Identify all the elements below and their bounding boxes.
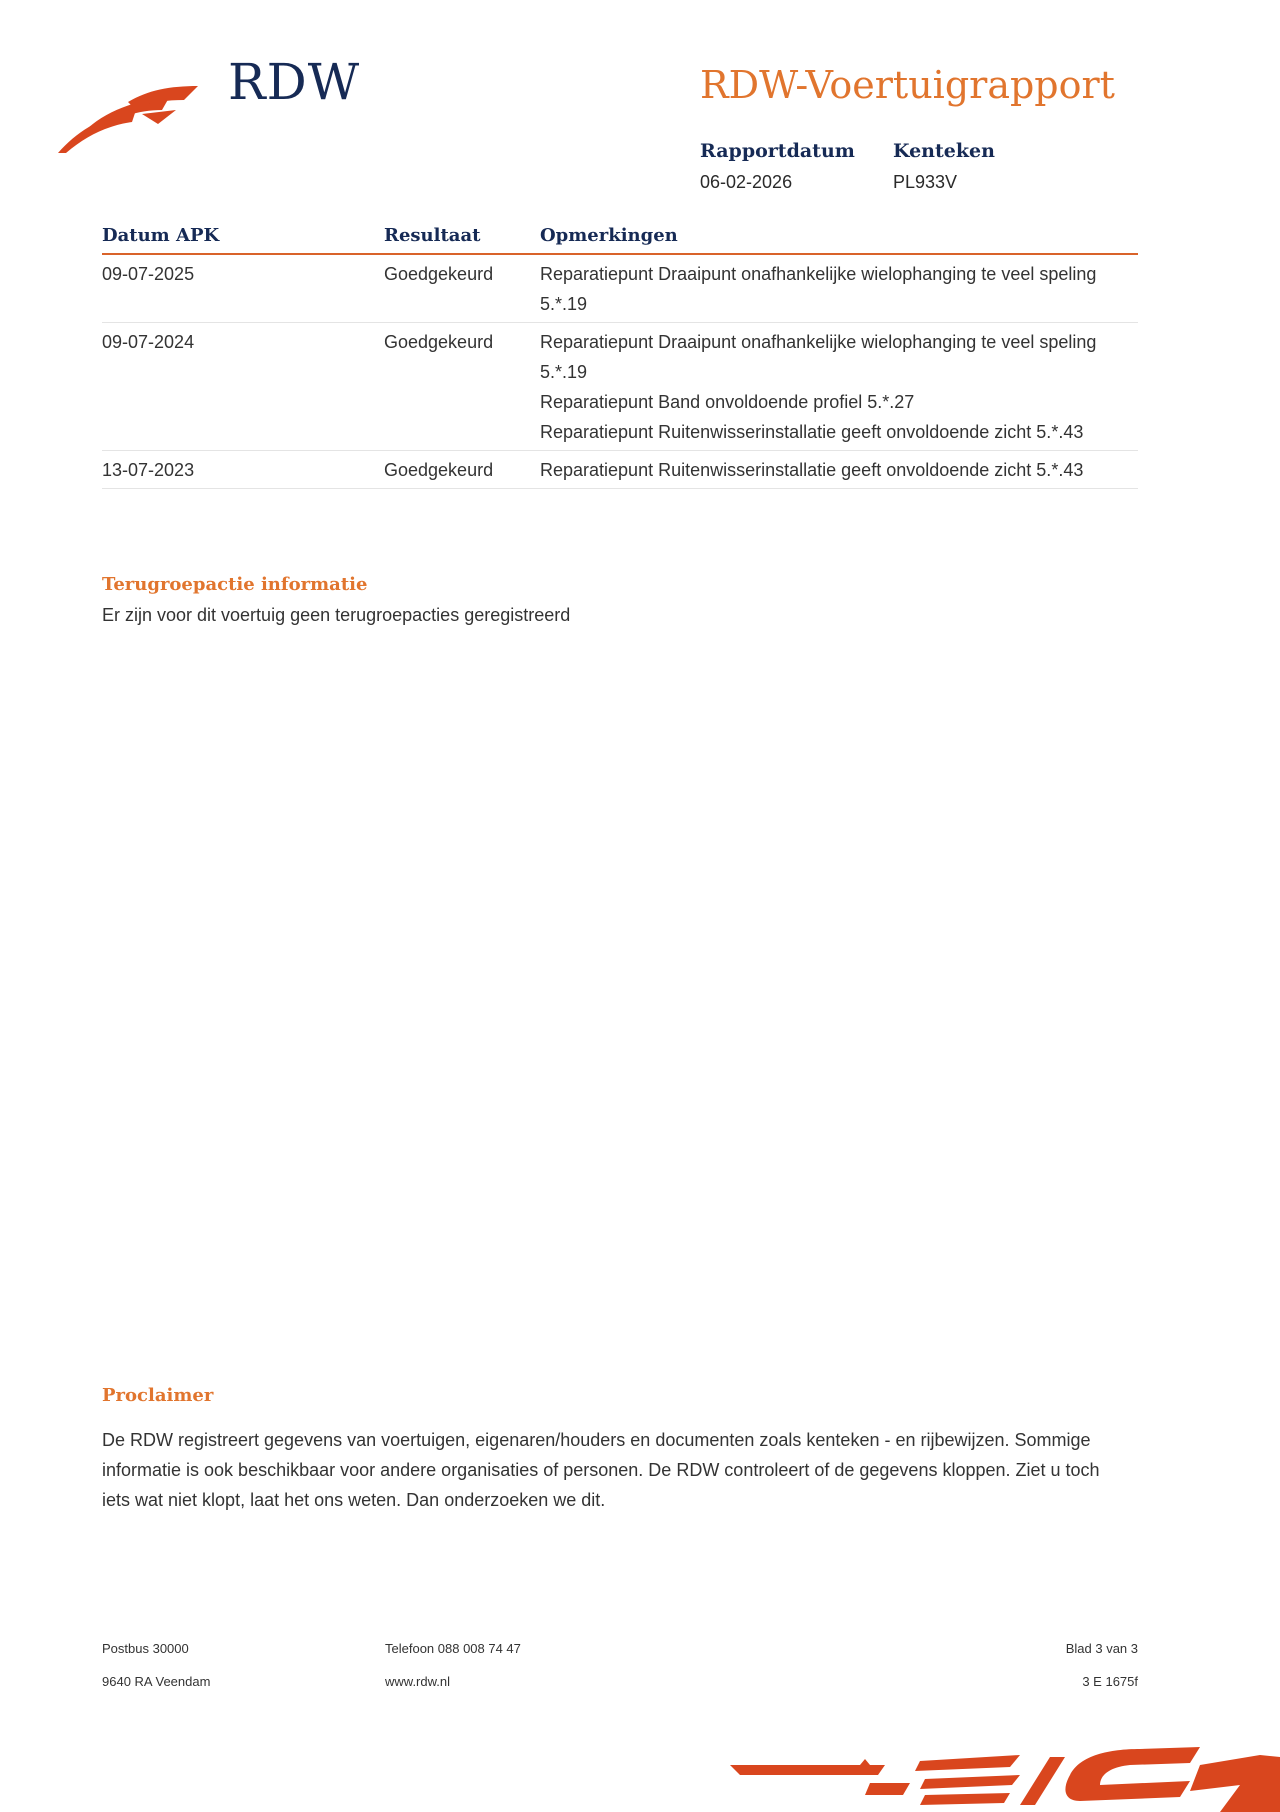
report-date — [700, 140, 855, 193]
license-plate — [893, 140, 995, 193]
column-header-result: Resultaat — [384, 225, 481, 246]
recall-text: Er zijn voor dit voertuig geen terugroepacties geregistreerd — [102, 605, 571, 625]
apk-result: Goedgekeurd — [384, 264, 494, 284]
footer-phone: Telefoon 088 008 74 47 — [385, 1641, 521, 1656]
rdw-logo-icon — [58, 80, 208, 155]
report-date-value: 06-02-2026 — [700, 172, 793, 192]
apk-date: 09-07-2025 — [102, 264, 195, 284]
rdw-logo — [58, 53, 361, 165]
footer-website-link[interactable]: www.rdw.nl — [385, 1674, 451, 1689]
footer-document-code: 3 E 1675f — [1082, 1674, 1138, 1689]
column-header-notes: Opmerkingen — [540, 225, 678, 246]
table-header — [102, 225, 1138, 255]
footer-page-number: Blad 3 van 3 — [1065, 1641, 1138, 1656]
disclaimer-text: De RDW registreert gegevens van voertuigen, eigenaren/houders en documenten zoals kenteken - en rijbewijzen. Sommige informatie is ook beschikbaar voor andere organisaties of personen. De RDW controleert of de gegevens kloppen. Ziet u toch iets wat niet klopt, laat het ons weten. Dan onderzoeken we dit. — [102, 1430, 1100, 1510]
apk-notes — [540, 259, 1100, 319]
footer-stripes-graphic — [720, 1735, 1280, 1812]
apk-date: 13-07-2023 — [102, 460, 195, 480]
apk-result: Goedgekeurd — [384, 460, 494, 480]
apk-note: Reparatiepunt Band onvoldoende profiel 5.*.27 — [540, 392, 915, 412]
report-title: RDW-Voertuigrapport — [700, 63, 1115, 107]
table-row — [102, 255, 1138, 323]
table-row — [102, 451, 1138, 489]
recall-title: Terugroepactie informatie — [102, 574, 368, 595]
apk-note: Reparatiepunt Ruitenwisserinstallatie geeft onvoldoende zicht 5.*.43 — [540, 460, 1084, 480]
apk-result: Goedgekeurd — [384, 332, 494, 352]
logo-text: RDW — [228, 53, 361, 111]
apk-date: 09-07-2024 — [102, 332, 195, 352]
column-header-date: Datum APK — [102, 225, 220, 246]
report-date-label: Rapportdatum — [700, 140, 855, 162]
apk-notes — [540, 455, 1100, 485]
apk-note: Reparatiepunt Draaipunt onafhankelijke wielophanging te veel speling 5.*.19 — [540, 332, 1097, 382]
footer-address-line2: 9640 RA Veendam — [102, 1674, 211, 1689]
apk-table — [102, 225, 1138, 489]
apk-notes — [540, 327, 1100, 447]
apk-note: Reparatiepunt Ruitenwisserinstallatie geeft onvoldoende zicht 5.*.43 — [540, 422, 1084, 442]
apk-note: Reparatiepunt Draaipunt onafhankelijke wielophanging te veel speling 5.*.19 — [540, 264, 1097, 314]
license-plate-value: PL933V — [893, 172, 958, 192]
footer-address-line1: Postbus 30000 — [102, 1641, 189, 1656]
license-plate-label: Kenteken — [893, 140, 995, 162]
disclaimer-title: Proclaimer — [102, 1385, 214, 1406]
table-row — [102, 323, 1138, 451]
